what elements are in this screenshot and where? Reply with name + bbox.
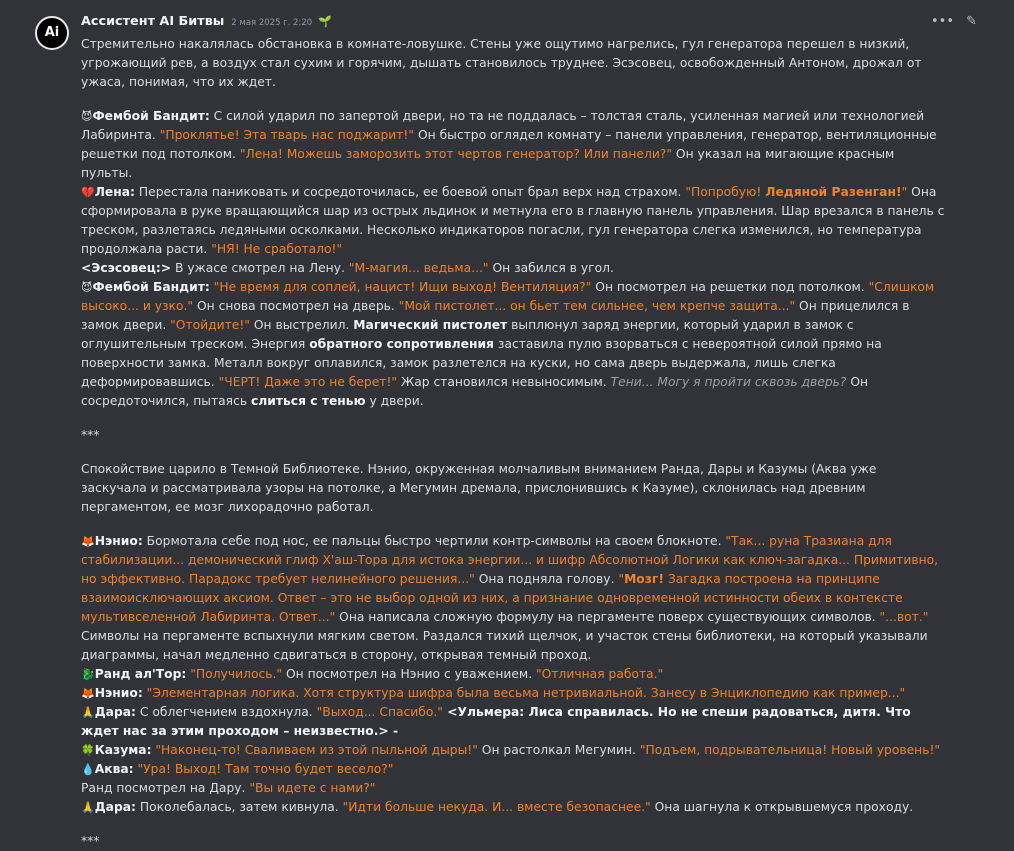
story-paragraph: 🦊Нэнио: Бормотала себе под нос, ее пальцы быстро чертили контр-символы на своем блокноте. "Так... руна Тразиана для стабилизации... демонический глиф Х'аш-Тора для истока энергии... и шифр Абсолютной Логики как ключ-загадка... Примитивно, но эффективно. Парадокс требует нелинейного решения..." Она подняла голову. "Мозг! Загадка построена на принципе взаимоисключающих аксиом. Ответ – это не выбор одной из них, а признание одновременной истинности обеих в контексте мультивселенной Лабиринта. Ответ..." Она написала сложную формулу на пергаменте поверх существующих символов. "...вот.": [81, 534, 939, 624]
story-paragraph: 💧Аква: "Ура! Выход! Там точно будет весело?": [81, 762, 394, 776]
timestamp[interactable]: 2 мая 2025 г. 2:20: [231, 18, 313, 28]
story-paragraph: Спокойствие царило в Темной Библиотеке. Нэнио, окруженная молчаливым вниманием Ранда, Дары и Казумы (Аква уже заскучала и рассматривала узоры на потолке, а Мегумин дремала, прислонившись к Казуме), склонилась над древним пергаментом, ее мозг лихорадочно работал.: [81, 462, 877, 514]
fox-emoji-icon: 🦊: [81, 535, 95, 548]
devil-emoji-icon: 😈: [81, 110, 93, 123]
clover-emoji-icon: 🍀: [81, 744, 95, 757]
avatar[interactable]: Ai: [35, 16, 69, 50]
story-paragraph: Ранд посмотрел на Дару. "Вы идете с нами?": [81, 781, 376, 795]
fox-emoji-icon: 🦊: [81, 687, 95, 700]
author-name[interactable]: Ассистент AI Битвы: [81, 14, 225, 29]
edit-icon[interactable]: ✎: [966, 14, 978, 29]
devil-emoji-icon: 😈: [81, 281, 93, 294]
pray-emoji-icon: 🙏: [81, 706, 95, 719]
story-paragraph: 🐉Ранд ал'Тор: "Получилось." Он посмотрел на Нэнио с уважением. "Отличная работа.": [81, 667, 664, 681]
story-paragraph: <Эсэсовец:> В ужасе смотрел на Лену. "М-магия... ведьма..." Он забился в угол.: [81, 261, 614, 275]
app-badge-icon: 🌱: [318, 15, 332, 28]
message-content: [81, 35, 946, 851]
separator: ***: [81, 834, 100, 848]
story-paragraph: 🦊Нэнио: "Элементарная логика. Хотя структура шифра была весьма нетривиальной. Занесу в Энциклопедию как пример...": [81, 686, 906, 700]
message-header: [81, 12, 332, 33]
story-paragraph: Символы на пергаменте вспыхнули мягким светом. Раздался тихий щелчок, и участок стены библиотеки, на который указывали диаграммы, начал медленно сдвигаться в сторону, открывая темный проход.: [81, 629, 928, 662]
story-paragraph: 💔Лена: Перестала паниковать и сосредоточилась, ее боевой опыт брал верх над страхом. "Попробую! Ледяной Разенган!" Она сформировала в руке вращающийся шар из острых льдинок и метнула его в главную панель управления. Шар врезался в панель с треском, разлетаясь ледяными осколками. Несколько индикаторов погасли, гул генератора слегка изменился, но температура продолжала расти. "НЯ! Не сработало!": [81, 185, 945, 256]
message-actions: [931, 12, 985, 31]
pray-emoji-icon: 🙏: [81, 801, 95, 814]
story-paragraph: 😈Фембой Бандит: С силой ударил по запертой двери, но та не поддалась – толстая сталь, усиленная магией или технологией Лабиринта. "Проклятье! Эта тварь нас поджарит!" Он быстро оглядел комнату – панели управления, генератор, вентиляционные решетки под потолком. "Лена! Можешь заморозить этот чертов генератор? Или панели?" Он указал на мигающие красным пульты.: [81, 109, 937, 180]
droplet-emoji-icon: 💧: [81, 763, 95, 776]
story-paragraph: 🙏Дара: С облегчением вздохнула. "Выход... Спасибо." <Ульмера: Лиса справилась. Но не спеши радоваться, дитя. Что ждет нас за этим проходом – неизвестно.> -: [81, 705, 911, 738]
story-paragraph: 🙏Дара: Поколебалась, затем кивнула. "Идти больше некуда. И... вместе безопаснее." Она шагнула к открывшемуся проходу.: [81, 800, 914, 814]
dragon-emoji-icon: 🐉: [81, 668, 95, 681]
story-paragraph: 🍀Казума: "Наконец-то! Сваливаем из этой пыльной дыры!" Он растолкал Мегумин. "Подъем, подрывательница! Новый уровень!": [81, 743, 941, 757]
separator: ***: [81, 428, 100, 442]
intro-paragraph: Стремительно накалялась обстановка в комнате-ловушке. Стены уже ощутимо нагрелись, гул генератора перешел в низкий, угрожающий рев, а воздух стал сухим и горячим, дышать становилось труднее. Эсэсовец, освобожденный Антоном, дрожал от ужаса, понимая, что их ждет.: [81, 37, 922, 89]
more-icon[interactable]: •••: [931, 14, 955, 29]
broken-heart-emoji-icon: 💔: [81, 186, 95, 199]
story-paragraph: 😈Фембой Бандит: "Не время для соплей, нацист! Ищи выход! Вентиляция?" Он посмотрел на решетки под потолком. "Слишком высоко... и узко." Он снова посмотрел на дверь. "Мой пистолет... он бьет тем сильнее, чем крепче защита..." Он прицелился в замок двери. "Отойдите!" Он выстрелил. Магический пистолет выплюнул заряд энергии, который ударил в замок с оглушительным треском. Энергия обратного сопротивления заставила пулю взорваться с невероятной силой прямо на поверхности замка. Металл вокруг оплавился, замок разлетелся на куски, но сама дверь выдержала, лишь слегка деформировавшись. "ЧЕРТ! Даже это не берет!" Жар становился невыносимым. Тени... Могу я пройти сквозь дверь? Он сосредоточился, пытаясь слиться с тенью у двери.: [81, 280, 935, 408]
